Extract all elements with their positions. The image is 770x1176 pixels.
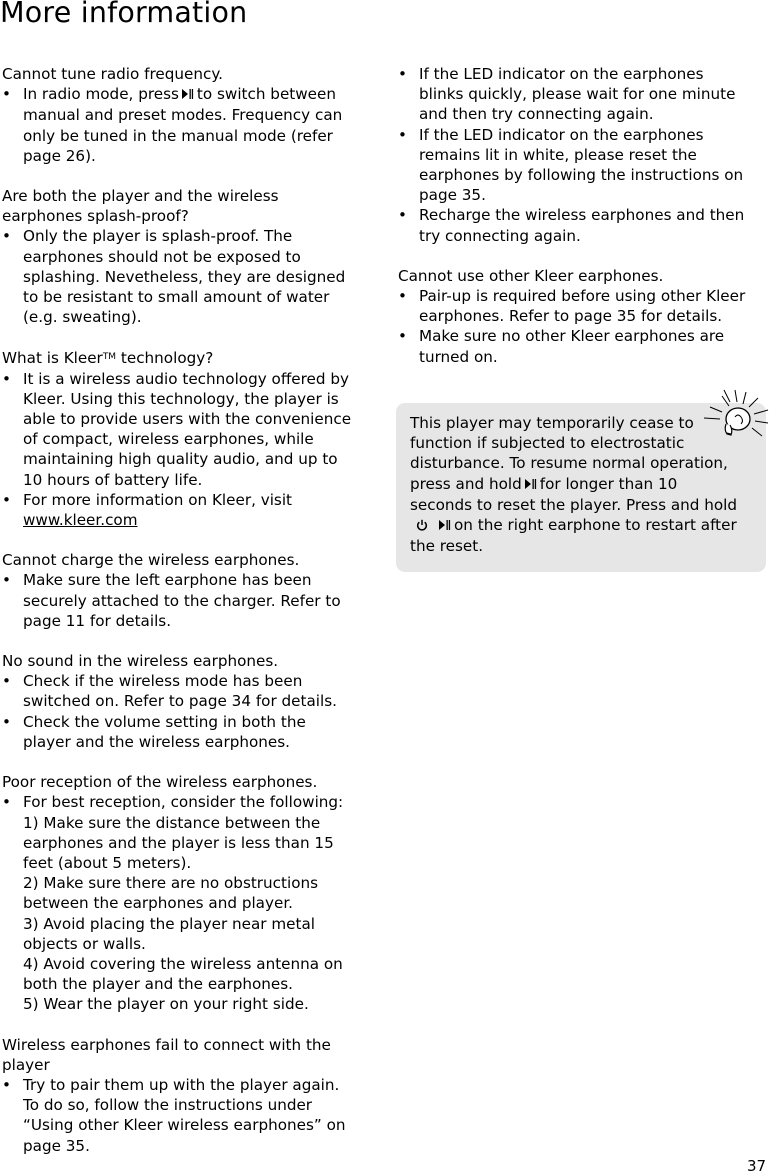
text-line: to be resistant to small amount of water	[23, 288, 330, 307]
bullet-list	[2, 1075, 372, 1156]
text-line: Check the volume setting in both the	[23, 712, 306, 731]
text-line: (e.g. sweating).	[23, 308, 142, 327]
bullet: •	[398, 125, 407, 144]
list-item	[398, 64, 770, 125]
right-column	[398, 64, 770, 387]
text-line: both the player and the earphones.	[23, 975, 293, 994]
bullet: •	[398, 287, 407, 306]
text-line: Recharge the wireless earphones and then	[419, 206, 745, 225]
text-line: blinks quickly, please wait for one minute	[419, 85, 736, 104]
bullet-list	[398, 64, 770, 246]
section-heading: Cannot use other Kleer earphones.	[398, 266, 664, 285]
text-line: earphones. Refer to page 35 for details.	[419, 307, 723, 326]
text-line: This player may temporarily cease to	[410, 414, 694, 432]
list-item	[2, 792, 372, 1014]
text-line: 5) Wear the player on your right side.	[23, 995, 309, 1014]
section-heading: earphones splash-proof?	[2, 207, 189, 226]
power-icon	[416, 516, 428, 536]
text-line: feet (about 5 meters).	[23, 853, 192, 872]
text-line: switched on. Refer to page 34 for details.	[23, 692, 337, 711]
bullet-list	[2, 369, 372, 531]
text-line: page 11 for details.	[23, 611, 172, 630]
bullet-list	[398, 286, 770, 367]
text-line: splashing. Nevetheless, they are designed	[23, 267, 346, 286]
page-title: More information	[0, 0, 248, 29]
bullet: •	[2, 85, 11, 104]
bullet-list	[2, 671, 372, 752]
list-item	[2, 369, 372, 490]
bullet-list	[2, 226, 372, 327]
bullet-list	[2, 570, 372, 631]
text-line: seconds to reset the player. Press and hold	[410, 495, 738, 514]
text-line: objects or walls.	[23, 934, 146, 953]
kleer-link[interactable]: www.kleer.com	[23, 511, 138, 530]
text-line: and then try connecting again.	[419, 105, 654, 124]
text-line	[410, 474, 760, 495]
bullet: •	[2, 369, 11, 388]
text: on the right earphone to restart after	[454, 516, 737, 535]
text-line: 2) Make sure there are no obstructions	[23, 874, 319, 893]
list-item	[398, 286, 770, 326]
text-line: It is a wireless audio technology offered by	[23, 369, 349, 388]
list-item	[2, 570, 372, 631]
bullet: •	[2, 672, 11, 691]
list-item	[398, 326, 770, 366]
text-line: disturbance. To resume normal operation,	[410, 454, 728, 473]
text-line: If the LED indicator on the earphones	[419, 65, 704, 83]
bullet: •	[398, 65, 407, 83]
text-line: page 35.	[419, 186, 486, 205]
section-heading: Cannot charge the wireless earphones.	[2, 551, 300, 570]
text-line: If the LED indicator on the earphones	[419, 125, 704, 144]
section-heading: Cannot tune radio frequency.	[2, 65, 223, 83]
text-line: 3) Avoid placing the player near metal	[23, 914, 316, 933]
bullet: •	[2, 1075, 11, 1094]
section-charge	[2, 550, 372, 631]
text-line: Check if the wireless mode has been	[23, 672, 303, 691]
text-line: only be tuned in the manual mode (refer	[23, 126, 333, 145]
text-line: 4) Avoid covering the wireless antenna on	[23, 954, 343, 973]
list-item	[2, 1075, 372, 1156]
text-line: For best reception, consider the following:	[23, 793, 344, 812]
text: press and hold	[410, 474, 522, 493]
bullet: •	[2, 571, 11, 590]
section-radio	[2, 64, 372, 166]
text-line	[23, 84, 372, 105]
section-splash	[2, 186, 372, 327]
section-heading: Are both the player and the wireless	[2, 187, 279, 206]
text-line: earphones and the player is less than 15	[23, 833, 334, 852]
bullet: •	[2, 227, 11, 246]
text: What is Kleer	[2, 349, 103, 368]
bullet: •	[2, 490, 11, 509]
page-number: 37	[747, 1157, 767, 1175]
text-line: Only the player is splash-proof. The	[23, 227, 293, 246]
section-kleer	[2, 347, 372, 530]
list-item	[2, 490, 372, 530]
section-heading	[2, 347, 372, 368]
bullet: •	[398, 327, 407, 346]
text: for longer than 10	[539, 474, 678, 493]
text-line: try connecting again.	[419, 226, 581, 245]
play-pause-icon	[181, 85, 194, 105]
list-item	[398, 125, 770, 206]
section-connect	[2, 1035, 372, 1156]
text-line: 10 hours of battery life.	[23, 470, 203, 489]
section-other-kleer	[398, 266, 770, 367]
text-line	[410, 515, 760, 536]
text-line: player and the wireless earphones.	[23, 732, 290, 751]
section-reception	[2, 772, 372, 1014]
text-line: 1) Make sure the distance between the	[23, 813, 321, 832]
list-item	[398, 205, 770, 245]
list-item	[2, 671, 372, 711]
text-line: the reset.	[410, 537, 484, 556]
text-line: Make sure no other Kleer earphones are	[419, 327, 725, 346]
text-line: Make sure the left earphone has been	[23, 571, 312, 590]
text-line: earphones by following the instructions on	[419, 166, 744, 185]
left-column	[2, 64, 372, 1176]
list-item	[2, 226, 372, 327]
section-no-sound	[2, 651, 372, 752]
trademark: TM	[102, 352, 117, 363]
text-line: “Using other Kleer wireless earphones” on	[23, 1116, 346, 1135]
lightbulb-icon	[698, 388, 770, 452]
text: technology?	[116, 349, 214, 368]
list-item	[2, 712, 372, 752]
text: to switch between	[196, 85, 336, 104]
text-line: between the earphones and player.	[23, 894, 293, 913]
play-pause-icon	[524, 475, 537, 495]
text-line: page 35.	[23, 1136, 90, 1155]
text-line: Kleer. Using this technology, the player is	[23, 389, 339, 408]
text-line: Try to pair them up with the player again.	[23, 1075, 340, 1094]
section-heading: No sound in the wireless earphones.	[2, 652, 279, 671]
text-line: For more information on Kleer, visit	[23, 490, 293, 509]
bullet-list	[2, 792, 372, 1014]
text-line: To do so, follow the instructions under	[23, 1096, 313, 1115]
bullet: •	[2, 793, 11, 812]
section-heading: Poor reception of the wireless earphones.	[2, 773, 318, 792]
bullet: •	[398, 206, 407, 225]
text: In radio mode, press	[23, 85, 179, 104]
text-line: turned on.	[419, 347, 498, 366]
text-line: earphones should not be exposed to	[23, 247, 301, 266]
text-line: manual and preset modes. Frequency can	[23, 106, 343, 125]
bullet: •	[2, 712, 11, 731]
section-led	[398, 64, 770, 246]
section-heading: player	[2, 1055, 50, 1074]
play-pause-icon	[438, 516, 451, 536]
text-line: of compact, wireless earphones, while	[23, 430, 314, 449]
bullet-list	[2, 84, 372, 166]
list-item	[2, 84, 372, 166]
text-line: function if subjected to electrostatic	[410, 434, 685, 453]
section-heading: Wireless earphones fail to connect with the	[2, 1035, 331, 1054]
text-line: page 26).	[23, 146, 96, 165]
text-line: able to provide users with the convenience	[23, 410, 352, 429]
text-line: securely attached to the charger. Refer to	[23, 591, 341, 610]
text-line: remains lit in white, please reset the	[419, 145, 697, 164]
text-line: maintaining high quality audio, and up to	[23, 450, 338, 469]
text-line: Pair-up is required before using other Kleer	[419, 287, 746, 306]
